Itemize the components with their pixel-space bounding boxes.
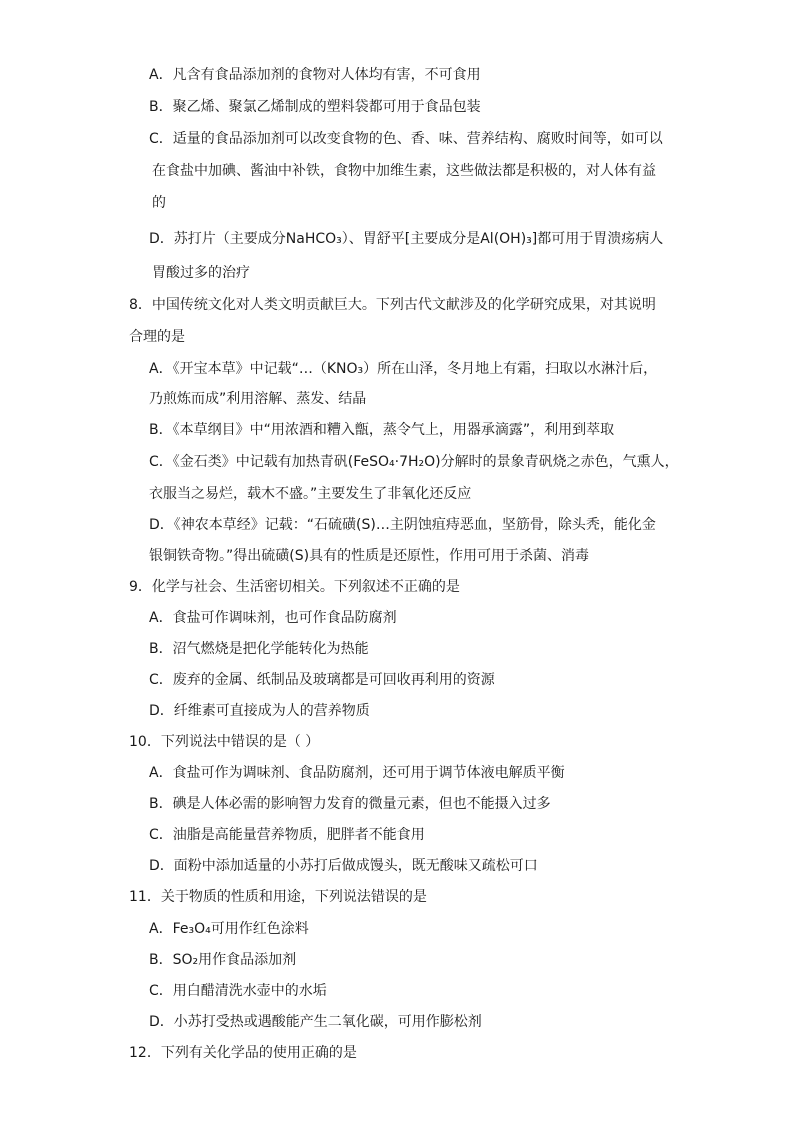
- option-8d-continued: 银铜铁奇物。”得出硫磺(S)具有的性质是还原性，作用可用于杀菌、消毒: [149, 548, 590, 564]
- option-8a-continued: 乃煎炼而成”利用溶解、蒸发、结晶: [149, 391, 367, 407]
- option-7a: A．凡含有食品添加剂的食物对人体均有害，不可食用: [149, 67, 481, 83]
- option-10c: C．油脂是高能量营养物质，肥胖者不能食用: [149, 827, 425, 843]
- question-12: 12．下列有关化学品的使用正确的是: [129, 1045, 357, 1061]
- option-10b: B．碘是人体必需的影响智力发育的微量元素，但也不能摄入过多: [149, 796, 551, 812]
- question-9: 9．化学与社会、生活密切相关。下列叙述不正确的是: [129, 579, 460, 595]
- option-9b: B．沼气燃烧是把化学能转化为热能: [149, 641, 369, 657]
- question-11: 11．关于物质的性质和用途，下列说法错误的是: [129, 889, 427, 905]
- option-7c-continued: 在食盐中加碘、酱油中补铁，食物中加维生素，这些做法都是积极的，对人体有益: [152, 163, 656, 179]
- option-9c: C．废弃的金属、纸制品及玻璃都是可回收再利用的资源: [149, 672, 495, 688]
- option-10d: D．面粉中添加适量的小苏打后做成馒头，既无酸味又疏松可口: [149, 858, 538, 874]
- option-11c: C．用白醋清洗水壶中的水垢: [149, 983, 327, 999]
- option-11d: D．小苏打受热或遇酸能产生二氧化碳，可用作膨松剂: [149, 1014, 482, 1030]
- option-8c-continued: 衣服当之易烂，载木不盛。”主要发生了非氧化还反应: [149, 486, 472, 502]
- option-11b: B．SO₂用作食品添加剂: [149, 952, 297, 968]
- option-7c: C．适量的食品添加剂可以改变食物的色、香、味、营养结构、腐败时间等，如可以: [149, 131, 663, 147]
- option-9d: D．纤维素可直接成为人的营养物质: [149, 703, 370, 719]
- option-10a: A．食盐可作为调味剂、食品防腐剂，还可用于调节体液电解质平衡: [149, 765, 565, 781]
- question-8: 8．中国传统文化对人类文明贡献巨大。下列古代文献涉及的化学研究成果，对其说明: [129, 297, 656, 313]
- question-10: 10．下列说法中错误的是（ ）: [129, 734, 320, 750]
- option-11a: A．Fe₃O₄可用作红色涂料: [149, 921, 309, 937]
- option-8c: C．《金石类》中记载有加热青矾(FeSO₄·7H₂O)分解时的景象青矾烧之赤色，气熏人，: [149, 454, 679, 470]
- option-8b: B．《本草纲目》中“用浓酒和糟入甑，蒸令气上，用器承滴露”，利用到萃取: [149, 422, 615, 438]
- option-7c-end: 的: [152, 195, 166, 211]
- option-9a: A．食盐可作调味剂，也可作食品防腐剂: [149, 610, 397, 626]
- option-7d-continued: 胃酸过多的治疗: [152, 265, 250, 281]
- option-7d: D．苏打片（主要成分NaHCO₃）、胃舒平[主要成分是Al(OH)₃]都可用于胃溃疡病人: [149, 231, 664, 247]
- option-8a: A．《开宝本草》中记载“…（KNO₃）所在山泽，冬月地上有霜，扫取以水淋汁后，: [149, 361, 658, 377]
- option-8d: D．《神农本草经》记载：“石硫磺(S)…主阴蚀疽痔恶血，坚筋骨，除头秃，能化金: [149, 517, 656, 533]
- question-8-continued: 合理的是: [129, 329, 185, 345]
- option-7b: B．聚乙烯、聚氯乙烯制成的塑料袋都可用于食品包装: [149, 99, 481, 115]
